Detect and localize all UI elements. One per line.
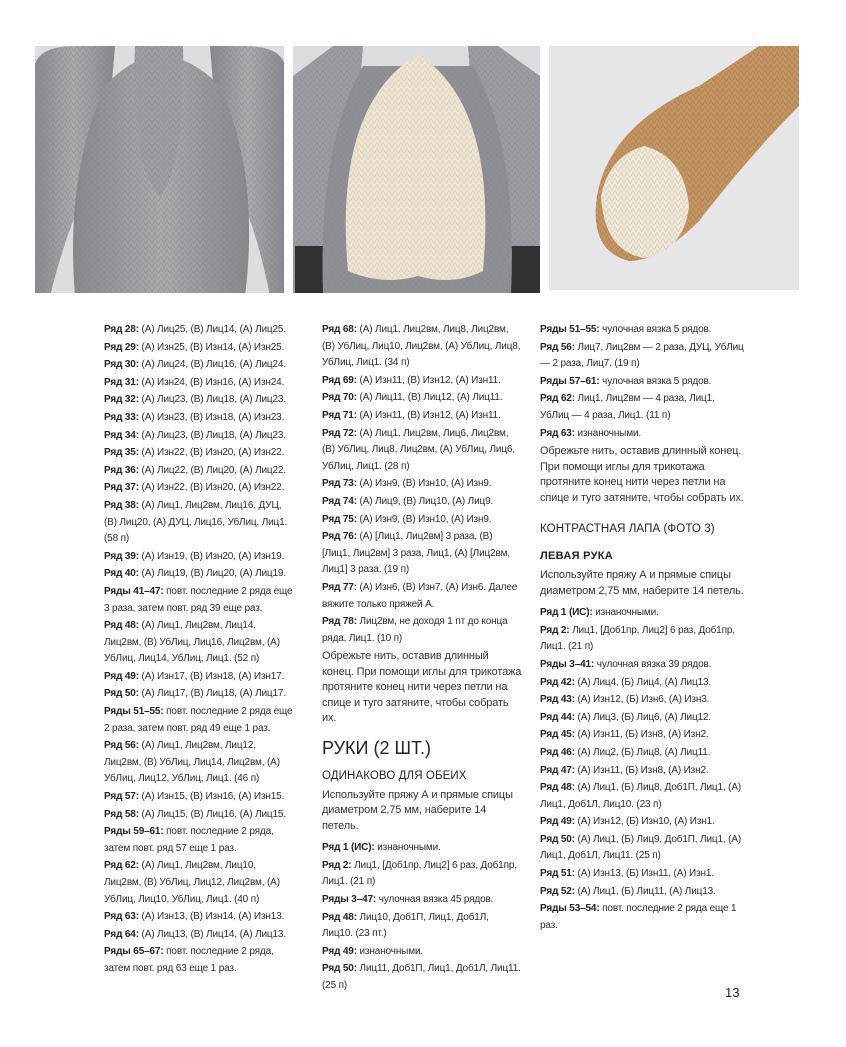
row-instruction: (А) Изн22, (В) Изн20, (А) Изн22. <box>138 447 285 459</box>
pattern-row <box>104 410 294 427</box>
pattern-row <box>540 391 745 424</box>
row-instruction: (А) Изн11, (В) Изн12, (А) Изн11. <box>356 374 501 386</box>
row-instruction: (А) Изн24, (В) Изн16, (А) Изн24. <box>138 376 285 388</box>
col3-finish-text: Обрежьте нить, оставив длинный конец. При помощи иглы для трикотажа протяните конец нити через петли на спице и туго затяните, чтобы собрать их. <box>540 445 744 504</box>
col3-rows-b <box>540 605 745 934</box>
pattern-row <box>104 375 294 392</box>
row-label: Ряд 63: <box>104 911 139 923</box>
row-label: Ряд 51: <box>540 868 575 880</box>
pattern-row <box>322 476 522 493</box>
row-label: Ряд 78: <box>322 616 357 628</box>
row-label: Ряды 53–54: <box>540 903 600 915</box>
pattern-row <box>322 840 522 857</box>
column-2 <box>322 322 522 996</box>
pattern-row <box>322 858 522 891</box>
row-instruction: (А) Лиц15, (В) Лиц16, (А) Лиц15. <box>138 808 286 820</box>
row-label: Ряд 28: <box>104 324 139 335</box>
pattern-row <box>104 738 294 788</box>
column-1 <box>104 322 294 979</box>
row-instruction: (А) Лиц3, (Б) Лиц6, (А) Лиц12. <box>574 711 712 723</box>
pattern-row <box>104 824 294 857</box>
row-label: Ряд 43: <box>540 694 575 706</box>
row-label: Ряды 57–61: <box>540 375 600 387</box>
row-instruction: повт. последние 2 ряда, затем повт. ряд 57 еще 1 раз. <box>104 826 274 854</box>
row-label: Ряд 38: <box>104 499 139 511</box>
row-instruction: (А) Изн9, (В) Изн10, (А) Изн9. <box>356 478 492 490</box>
row-instruction: (А) Лиц4, (Б) Лиц4, (А) Лиц13. <box>574 676 712 688</box>
left-arm-heading: ЛЕВАЯ РУКА <box>540 550 614 563</box>
pattern-row <box>540 866 745 883</box>
row-instruction: изнаночными. <box>374 842 441 854</box>
row-instruction: Лиц2вм, не доходя 1 пт до конца ряда, Лиц1. (10 п) <box>322 616 508 644</box>
row-label: Ряд 34: <box>104 429 139 441</box>
pattern-row <box>104 909 294 926</box>
pattern-row <box>540 692 745 709</box>
pattern-row <box>540 657 745 674</box>
row-label: Ряд 49: <box>104 670 139 682</box>
row-label: Ряд 50: <box>104 688 139 700</box>
row-label: Ряд 40: <box>104 568 139 580</box>
row-instruction: (А) Лиц1, (Б) Лиц11, (А) Лиц13. <box>574 885 716 897</box>
row-label: Ряды 41–47: <box>104 585 164 597</box>
row-instruction: (А) Лиц17, (В) Лиц18, (А) Лиц17. <box>138 688 286 700</box>
row-instruction: (А) Лиц1, Лиц2вм, Лиц12, Лиц2вм, (В) УбЛиц, Лиц14, Лиц2вм, (А) УбЛиц, Лиц12, УбЛиц, Лиц1. (46 п) <box>104 740 280 785</box>
row-label: Ряд 37: <box>104 482 139 494</box>
pattern-row <box>104 686 294 703</box>
pattern-row <box>540 710 745 727</box>
col2-finish-text: Обрежьте нить, оставив длинный конец. При помощи иглы для трикотажа протяните конец нити через петли на спице и туго затяните, чтобы собрать их. <box>322 650 522 725</box>
row-label: Ряды 65–67: <box>104 946 164 958</box>
row-label: Ряд 30: <box>104 359 139 371</box>
pattern-row <box>104 566 294 583</box>
row-instruction: (А) Изн12, (Б) Изн10, (А) Изн1. <box>574 816 715 828</box>
pattern-row <box>104 428 294 445</box>
pattern-row <box>104 322 294 339</box>
contrast-paw-heading: КОНТРАСТНАЯ ЛАПА (ФОТО 3) <box>540 523 715 536</box>
row-label: Ряд 52: <box>540 885 575 897</box>
page-number: 13 <box>725 985 740 1000</box>
pattern-row <box>322 426 522 476</box>
pattern-row <box>322 322 522 372</box>
row-label: Ряды 3–47: <box>322 894 377 906</box>
arms-intro-text: Используйте пряжу А и прямые спицы диаметром 2,75 мм, наберите 14 петель. <box>322 788 513 832</box>
row-instruction: (А) Лиц24, (В) Лиц16, (А) Лиц24. <box>138 359 286 371</box>
row-instruction: (А) Изн11, (Б) Изн8, (А) Изн2. <box>574 764 709 776</box>
row-label: Ряд 58: <box>104 808 139 820</box>
pattern-row <box>540 340 745 373</box>
row-instruction: (А) Изн22, (В) Изн20, (А) Изн22. <box>138 482 285 494</box>
pattern-row <box>540 884 745 901</box>
col2-rows-a <box>322 322 522 647</box>
row-instruction: чулочная вязка 39 рядов. <box>594 658 712 670</box>
row-instruction: повт. последние 2 ряда еще 2 раза, затем повт. ряд 49 еще 1 раз. <box>104 706 293 734</box>
row-instruction: (А) Лиц9, (В) Лиц10, (А) Лиц9. <box>356 495 494 507</box>
pattern-row <box>104 669 294 686</box>
row-instruction: (А) Лиц1, (Б) Лиц9, Доб1П, Лиц1, (А) Лиц1, Доб1Л, Лиц11. (25 п) <box>540 833 742 862</box>
row-instruction: (А) Изн11, (В) Изн12, (А) Изн11. <box>356 409 501 421</box>
row-instruction: (А) Лиц1, Лиц2вм, Лиц8, Лиц2вм, (В) УбЛиц, Лиц10, Лиц2вм, (А) УбЛиц, Лиц8, УбЛиц, Лиц1. (34 п) <box>322 324 521 369</box>
row-label: Ряд 76: <box>322 531 357 543</box>
row-instruction: Лиц7, Лиц2вм — 2 раза, ДУЦ, УбЛиц — 2 раза, Лиц7. (19 п) <box>540 341 744 370</box>
row-label: Ряд 36: <box>104 464 139 476</box>
row-instruction: повт. последние 2 ряда, затем повт. ряд 63 еще 1 раз. <box>104 946 274 974</box>
row-label: Ряд 2: <box>540 624 570 636</box>
pattern-row <box>104 618 294 668</box>
pattern-row <box>322 390 522 407</box>
row-instruction: (А) Изн11, (Б) Изн8, (А) Изн2. <box>574 729 709 741</box>
row-label: Ряд 57: <box>104 791 139 803</box>
row-instruction: Лиц1, Лиц2вм — 4 раза, Лиц1, УбЛиц — 4 раза, Лиц1. (11 п) <box>540 393 715 421</box>
row-label: Ряд 48: <box>104 620 139 632</box>
row-instruction: (А) [Лиц1, Лиц2вм] 3 раза, (В) [Лиц1, Лиц2вм] 3 раза, Лиц1, (А) [Лиц2вм, Лиц1] 3 раза. (19 п) <box>322 531 510 576</box>
row-label: Ряд 63: <box>540 427 575 439</box>
row-instruction: (А) Лиц23, (В) Лиц18, (А) Лиц23. <box>138 394 286 406</box>
row-instruction: повт. последние 2 ряда еще 1 раз. <box>540 903 737 931</box>
row-instruction: (А) Лиц13, (В) Лиц14, (А) Лиц13. <box>138 928 286 940</box>
pattern-row <box>104 498 294 548</box>
row-label: Ряд 29: <box>104 341 139 353</box>
row-instruction: (А) Изн15, (В) Изн16, (А) Изн15. <box>138 791 285 803</box>
left-arm-intro-text: Используйте пряжу А и прямые спицы диаметром 2,75 мм, наберите 14 петель. <box>540 569 744 597</box>
pattern-row <box>104 789 294 806</box>
row-label: Ряд 77: <box>322 581 357 593</box>
row-instruction: Лиц11, Доб1П, Лиц1, Доб1Л, Лиц11. (25 п) <box>322 963 521 992</box>
row-label: Ряд 46: <box>540 746 575 758</box>
pattern-row <box>104 445 294 462</box>
row-label: Ряд 49: <box>540 816 575 828</box>
pattern-row <box>104 392 294 409</box>
pattern-row <box>540 901 745 934</box>
row-instruction: (А) Лиц2, (Б) Лиц8, (А) Лиц11. <box>574 746 711 758</box>
pattern-row <box>322 892 522 909</box>
row-instruction: (А) Лиц25, (В) Лиц14, (А) Лиц25. <box>138 324 286 335</box>
row-label: Ряд 47: <box>540 764 575 776</box>
row-instruction: (А) Изн9, (В) Изн10, (А) Изн9. <box>356 513 492 525</box>
row-instruction: (А) Лиц11, (В) Лиц12, (А) Лиц11. <box>356 392 503 404</box>
pattern-row <box>540 814 745 831</box>
row-label: Ряд 62: <box>540 393 575 405</box>
row-label: Ряд 31: <box>104 376 139 388</box>
row-label: Ряды 59–61: <box>104 826 164 838</box>
pattern-row <box>540 745 745 762</box>
row-instruction: (А) Лиц1, Лиц2вм, Лиц14, Лиц2вм, (В) УбЛиц, Лиц16, Лиц2вм, (А) УбЛиц, Лиц14, УбЛиц, Лиц1. (52 п) <box>104 620 280 665</box>
row-instruction: (А) Лиц23, (В) Лиц18, (А) Лиц23. <box>138 429 286 441</box>
pattern-row <box>322 494 522 511</box>
row-label: Ряд 49: <box>322 945 357 957</box>
row-label: Ряд 56: <box>540 341 575 353</box>
row-instruction: изнаночными. <box>356 945 424 957</box>
pattern-row <box>540 374 745 391</box>
pattern-row <box>104 357 294 374</box>
row-instruction: (А) Лиц1, Лиц2вм, Лиц6, Лиц2вм, (В) УбЛиц, Лиц8, Лиц2вм, (А) УбЛиц, Лиц6, УбЛиц, Лиц1. (28 п) <box>322 427 515 472</box>
row-label: Ряд 68: <box>322 324 357 335</box>
row-instruction: (А) Лиц22, (В) Лиц20, (А) Лиц22. <box>138 464 286 476</box>
pattern-row <box>540 605 745 622</box>
pattern-row <box>322 529 522 579</box>
pattern-row <box>104 927 294 944</box>
row-label: Ряд 50: <box>540 833 575 845</box>
pattern-row <box>540 623 745 656</box>
pattern-row <box>322 614 522 647</box>
row-label: Ряд 39: <box>104 550 139 562</box>
row-instruction: Лиц1, [Доб1пр, Лиц2] 6 раз, Доб1пр, Лиц1. (21 п) <box>540 624 735 653</box>
pattern-row <box>322 961 522 994</box>
row-label: Ряд 45: <box>540 729 575 741</box>
photo-1-body-back <box>35 46 284 293</box>
row-label: Ряд 75: <box>322 513 357 525</box>
row-instruction: чулочная вязка 45 рядов. <box>376 894 494 906</box>
row-label: Ряды 51–55: <box>540 324 600 335</box>
row-instruction: (А) Изн12, (Б) Изн6, (А) Изн3. <box>574 694 710 706</box>
row-instruction: (А) Лиц1, (Б) Лиц8, Доб1П, Лиц1, (А) Лиц1, Доб1Л, Лиц10. (23 п) <box>540 782 742 810</box>
pattern-row <box>540 322 745 339</box>
row-label: Ряд 35: <box>104 447 139 459</box>
pattern-row <box>540 832 745 865</box>
pattern-row <box>104 858 294 908</box>
row-label: Ряд 50: <box>322 963 357 975</box>
row-label: Ряд 42: <box>540 676 575 688</box>
row-label: Ряд 44: <box>540 711 575 723</box>
row-instruction: (А) Изн17, (В) Изн18, (А) Изн17. <box>138 670 285 682</box>
row-label: Ряд 32: <box>104 394 139 406</box>
pattern-row <box>322 373 522 390</box>
pattern-row <box>540 763 745 780</box>
row-instruction: (А) Изн25, (В) Изн14, (А) Изн25. <box>138 341 285 353</box>
row-label: Ряд 48: <box>322 911 357 923</box>
row-label: Ряд 69: <box>322 374 357 386</box>
row-label: Ряды 3–41: <box>540 658 595 670</box>
row-label: Ряд 1 (ИС): <box>322 842 375 854</box>
row-label: Ряд 56: <box>104 740 139 752</box>
column-3 <box>540 322 745 935</box>
row-instruction: Лиц10, Доб1П, Лиц1, Доб1Л, Лиц10. (23 пт.) <box>322 911 489 940</box>
pattern-row <box>540 727 745 744</box>
photo-2-body-front <box>293 46 540 293</box>
row-label: Ряд 62: <box>104 860 139 872</box>
row-label: Ряд 33: <box>104 411 139 423</box>
row-label: Ряд 72: <box>322 427 357 439</box>
row-label: Ряд 2: <box>322 859 352 871</box>
row-label: Ряд 1 (ИС): <box>540 607 593 619</box>
row-instruction: (А) Изн13, (В) Изн14, (А) Изн13. <box>138 911 285 923</box>
pattern-row <box>104 549 294 566</box>
row-label: Ряд 73: <box>322 478 357 490</box>
col2-rows-b <box>322 840 522 994</box>
row-instruction: чулочная вязка 5 рядов. <box>599 375 712 387</box>
pattern-row <box>322 910 522 943</box>
pattern-row <box>322 944 522 961</box>
row-label: Ряд 70: <box>322 392 357 404</box>
row-instruction: (А) Изн13, (Б) Изн11, (А) Изн1. <box>574 868 714 880</box>
row-instruction: (А) Лиц1, Лиц2вм, Лиц10, Лиц2вм, (В) УбЛиц, Лиц12, Лиц2вм, (А) УбЛиц, Лиц10, УбЛиц, Лиц1. (40 п) <box>104 860 280 905</box>
row-label: Ряды 51–55: <box>104 706 164 718</box>
pattern-row <box>104 480 294 497</box>
row-instruction: (А) Лиц19, (В) Лиц20, (А) Лиц19. <box>138 568 286 580</box>
row-instruction: изнаночными. <box>574 427 642 439</box>
photo-3-contrast-paw <box>549 46 799 290</box>
pattern-row <box>322 512 522 529</box>
row-label: Ряд 64: <box>104 928 139 940</box>
pattern-row <box>322 408 522 425</box>
row-instruction: чулочная вязка 5 рядов. <box>599 324 712 335</box>
pattern-row <box>104 584 294 617</box>
row-instruction: (А) Изн23, (В) Изн18, (А) Изн23. <box>138 411 285 423</box>
row-label: Ряд 48: <box>540 782 575 794</box>
same-for-both-heading: ОДИНАКОВО ДЛЯ ОБЕИХ <box>322 769 467 782</box>
pattern-row <box>104 944 294 977</box>
pattern-row <box>540 426 745 443</box>
row-label: Ряд 74: <box>322 495 357 507</box>
arms-heading: РУКИ (2 ШТ.) <box>322 737 431 758</box>
pattern-row <box>322 580 522 613</box>
row-instruction: (А) Изн19, (В) Изн20, (А) Изн19. <box>138 550 285 562</box>
row-instruction: (А) Изн6, (В) Изн7, (А) Изн6. Далее вяжите только пряжей А. <box>322 581 518 610</box>
row-label: Ряд 71: <box>322 409 357 421</box>
pattern-row <box>540 780 745 813</box>
col3-rows-a <box>540 322 745 442</box>
pattern-row <box>104 704 294 737</box>
pattern-row <box>104 807 294 824</box>
row-instruction: повт. последние 2 ряда еще 3 раза, затем повт. ряд 39 еще раз. <box>104 585 293 614</box>
pattern-row <box>104 463 294 480</box>
row-instruction: Лиц1, [Доб1пр, Лиц2] 6 раз, Доб1пр, Лиц1. (21 п) <box>322 859 517 888</box>
row-instruction: изнаночными. <box>592 607 659 619</box>
row-instruction: (А) Лиц1, Лиц2вм, Лиц16, ДУЦ, (В) Лиц20, (А) ДУЦ, Лиц16, УбЛиц, Лиц1. (58 п) <box>104 499 288 545</box>
pattern-row <box>540 675 745 692</box>
pattern-row <box>104 340 294 357</box>
